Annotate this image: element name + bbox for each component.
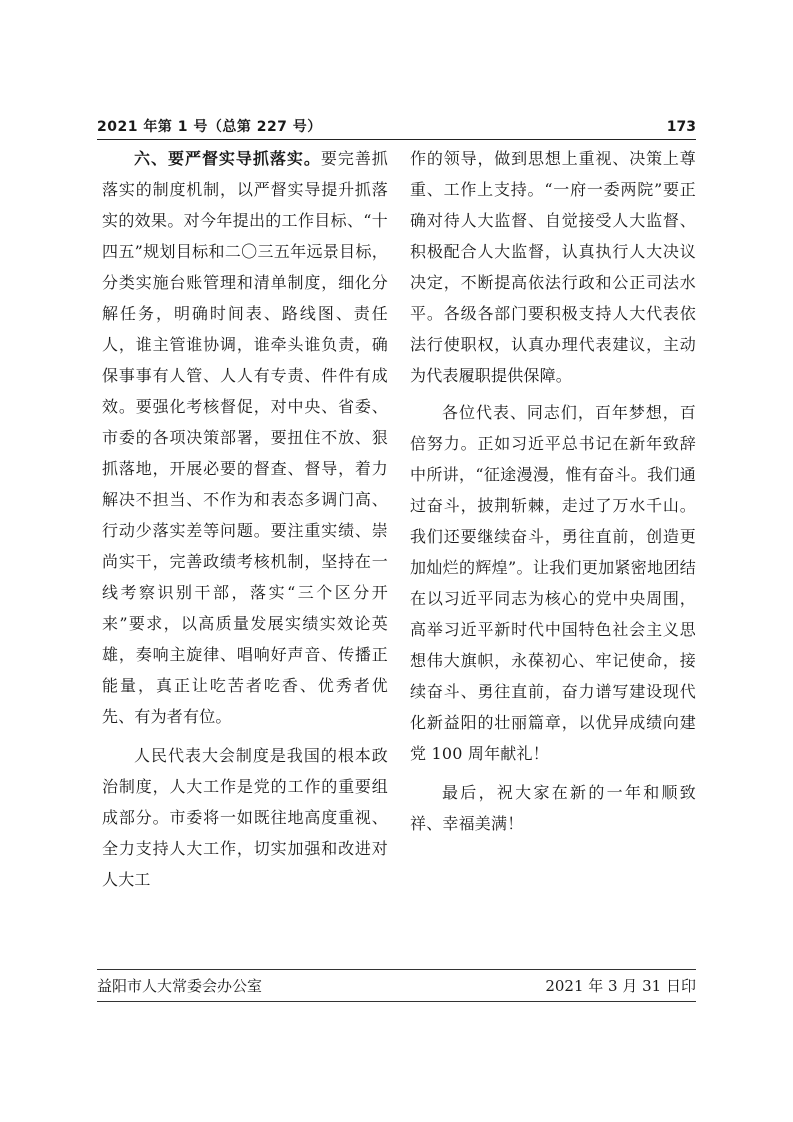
right-column xyxy=(410,143,696,839)
footer-divider-top xyxy=(97,969,696,970)
page-number: 173 xyxy=(666,119,696,135)
left-column xyxy=(102,143,388,895)
paragraph-closing-wishes: 最后，祝大家在新的一年和顺致祥、幸福美满！ xyxy=(410,783,696,833)
paragraph-appeal: 各位代表、同志们，百年梦想，百倍努力。正如习近平总书记在新年致辞中所讲，“征途漫漫，惟有奋斗。我们通过奋斗，披荆斩棘，走过了万水千山。我们还要继续奋斗，勇往直前，创造更加灿烂的辉煌”。让我们更加紧密地团结在以习近平同志为核心的党中央周围，高举习近平新时代中国特色社会主义思想伟大旗帜，永葆初心、牢记使命，接续奋斗、勇往直前，奋力谱写建设现代化新益阳的壮丽篇章，以优异成绩向建党 100 周年献礼！ xyxy=(410,403,696,763)
header-divider xyxy=(97,139,696,140)
paragraph-supervision-body: 要完善抓落实的制度机制，以严督实导提升抓落实的效果。对今年提出的工作目标、“十四五”规划目标和二〇三五年远景目标，分类实施台账管理和清单制度，细化分解任务，明确时间表、路线图、责任人，谁主管谁协调，谁牵头谁负责，确保事事有人管、人人有专责、件件有成效。要强化考核督促，对中央、省委、市委的各项决策部署，要扭住不放、狠抓落地，开展必要的督查、督导，着力解决不担当、不作为和表态多调门高、行动少落实差等问题。要注重实绩、崇尚实干，完善政绩考核机制，坚持在一线考察识别干部，落实“三个区分开来”要求，以高质量发展实绩实效论英雄，奏响主旋律、唱响好声音、传播正能量，真正让吃苦者吃香、优秀者优先、有为者有位。 xyxy=(102,149,388,726)
issue-label: 2021 年第 1 号（总第 227 号） xyxy=(97,119,322,135)
footer-divider-bottom xyxy=(97,1001,696,1002)
page-footer xyxy=(97,975,696,999)
page-header xyxy=(97,117,696,139)
publisher-label: 益阳市人大常委会办公室 xyxy=(97,977,263,995)
paragraph-congress-system: 人民代表大会制度是我国的根本政治制度，人大工作是党的工作的重要组成部分。市委将一如既往地高度重视、全力支持人大工作，切实加强和改进对人大工 xyxy=(102,746,388,889)
paragraph-congress-system-continued: 作的领导，做到思想上重视、决策上尊重、工作上支持。“一府一委两院”要正确对待人大监督、自觉接受人大监督、积极配合人大监督，认真执行人大决议决定，不断提高依法行政和公正司法水平。各级各部门要积极支持人大代表依法行使职权，认真办理代表建议，主动为代表履职提供保障。 xyxy=(410,149,696,385)
print-date: 2021 年 3 月 31 日印 xyxy=(545,977,696,995)
paragraph-supervision xyxy=(102,143,388,732)
section-heading: 六、要严督实导抓落实。 xyxy=(134,149,321,168)
